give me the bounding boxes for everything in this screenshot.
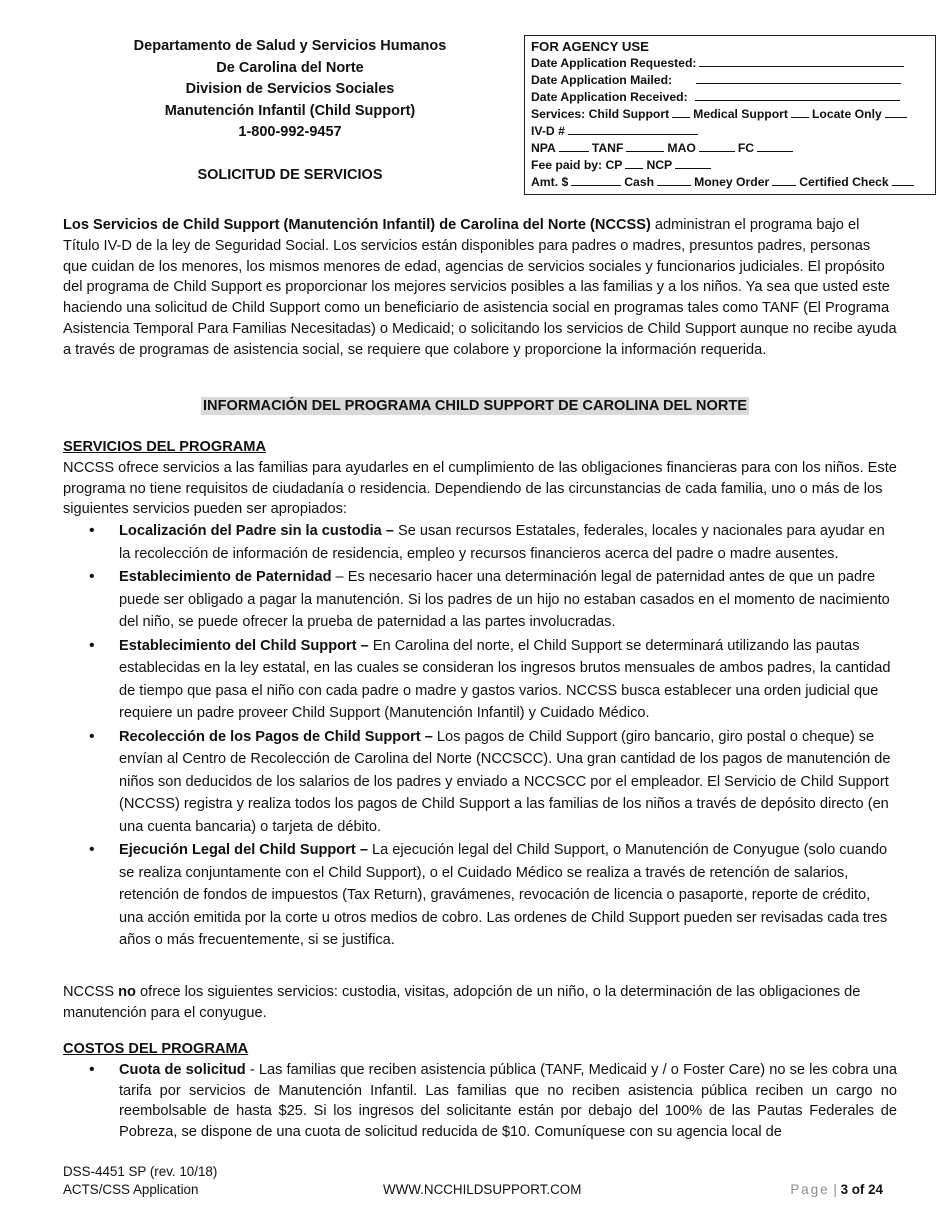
services-section: [63, 437, 897, 953]
agency-use-box: [524, 35, 936, 195]
date-mailed-row: Date Application Mailed:: [531, 72, 929, 89]
ivd-row: IV-D #: [531, 123, 929, 140]
agency-header: [100, 36, 480, 186]
intro-paragraph: [63, 215, 897, 361]
date-requested-row: Date Application Requested:: [531, 55, 929, 72]
list-item: • Establecimiento de Paternidad – Es necesario hacer una determinación legal de paternidad antes de que un padre puede ser obligado a pagar la manutención. Si los padres de un hijo no estaban casados en el momento de nacimiento del niño, se puede ofrecer la prueba de paternidad a las partes involucradas.: [63, 566, 897, 634]
services-list: [63, 520, 897, 952]
form-id: DSS-4451 SP (rev. 10/18): [63, 1164, 218, 1179]
costs-list: [63, 1060, 897, 1143]
not-offered-paragraph: NCCSS no ofrece los siguientes servicios: custodia, visitas, adopción de un niño, o la determinación de las obligaciones de manutención para el conyugue.: [63, 984, 861, 1021]
services-intro: NCCSS ofrece servicios a las familias para ayudarles en el cumplimiento de las obligaciones financieras para con los niños. Este programa no tiene requisitos de ciudadanía o residencia. Dependiendo de las circunstancias de cada familia, uno o más de los siguientes servicios pueden ser apropiados:: [63, 459, 897, 518]
intro-bold: Los Servicios de Child Support (Manutención Infantil) de Carolina del Norte (NCCSS): [63, 217, 651, 233]
list-item: • Ejecución Legal del Child Support – La ejecución legal del Child Support, o Manutención de Conyugue (solo cuando se realiza conjuntamente con el Child Support), o el Cuidado Médico se realiza a través de retención de salarios, retención de fondos de impuestos (Tax Return), gravámenes, revocación de licencia o pasaporte, reporte de crédito, una acción emitida por la corte u otros medios de cobro. Las ordenes de Child Support pueden ser revisadas cada tres años o más frecuentemente, si se justifica.: [63, 839, 897, 952]
list-item: • Recolección de los Pagos de Child Support – Los pagos de Child Support (giro bancario, giro postal o cheque) se envían al Centro de Recolección de Carolina del Norte (NCCSCC). Una gran cantidad de los pagos de manutención de niños son deducidos de los salarios de los padres y enviado a NCCSCC por el empleador. El Servicio de Child Support (NCCSS) registra y realiza todos los pagos de Child Support a las familias de los niños a través de depósito directo (en una cuenta bancaria) o tarjeta de débito.: [63, 726, 897, 839]
costs-heading: COSTOS DEL PROGRAMA: [63, 1041, 249, 1057]
program-codes-row: NPA TANF MAO FC: [531, 140, 929, 157]
services-heading: SERVICIOS DEL PROGRAMA: [63, 439, 266, 455]
services-row: Services: Child Support Medical Support Locate Only: [531, 106, 929, 123]
list-item: • Localización del Padre sin la custodia – Se usan recursos Estatales, federales, locales y nacionales para ayudar en la recolección de información de residencia, empleo y recursos financieros acerca del padre o madre ausentes.: [63, 520, 897, 565]
amount-row: Amt. $ Cash Money Order Certified Check: [531, 174, 929, 191]
intro-text: administran el programa bajo el Título IV-D de la ley de Seguridad Social. Los servicios están disponibles para padres o madres, presuntos padres, personas que cuidan de los menores, los mismos menores de edad, agencias de servicios sociales y funcionarios judiciales. El propósito del programa de Child Support es proporcionar los mejores servicios posibles a las familias y a los niños. Ya sea que usted este haciendo una solicitud de Child Support como un beneficiario de asistencia social en programas tales como TANF (El Programa Asistencia Temporal Para Familias Necesitadas) o Medicaid; o solicitando los servicios de Child Support aunque no recibe ayuda a través de programas de asistencia social, se requiere que colabore y proporcione la información requerida.: [63, 217, 897, 358]
form-title: SOLICITUD DE SERVICIOS: [197, 166, 383, 183]
page-footer: [63, 1163, 883, 1199]
costs-section: [63, 1039, 897, 1143]
header-line-dept: Departamento de Salud y Servicios Humanos: [133, 38, 447, 54]
website-link[interactable]: WWW.NCCHILDSUPPORT.COM: [383, 1182, 582, 1197]
app-name: ACTS/CSS Application: [63, 1182, 199, 1197]
list-item: • Cuota de solicitud - Las familias que reciben asistencia pública (TANF, Medicaid y / o Foster Care) no se les cobra una tarifa por servicios de Manutención Infantil. Las familias que no reciben asistencia pública reciben un cargo no reembolsable de hasta $25. Si los ingresos del solicitante están por debajo del 100% de las Pautas Federales de Pobreza, se dispone de una cuota de solicitud reducida de $10. Comuníquese con su agencia local de: [63, 1060, 897, 1143]
date-received-row: Date Application Received:: [531, 89, 929, 106]
fee-paid-row: Fee paid by: CP NCP: [531, 157, 929, 174]
header-line-program: Manutención Infantil (Child Support): [164, 102, 416, 119]
header-line-state: De Carolina del Norte: [216, 59, 364, 76]
program-info-banner: INFORMACIÓN DEL PROGRAMA CHILD SUPPORT DE CAROLINA DEL NORTE: [202, 398, 748, 414]
list-item: • Establecimiento del Child Support – En Carolina del norte, el Child Support se determinará utilizando las pautas establecidas en la ley estatal, en las cuales se consideran los ingresos brutos mensuales de ambos padres, la cantidad de tiempo que pasa el niño con cada padre o madre y gastos varios. NCCSS busca establecer una orden judicial que requiere un padre proveer Child Support (Manutención Infantil) y Cuidado Médico.: [63, 635, 897, 725]
header-line-division: Division de Servicios Sociales: [185, 81, 395, 97]
agency-box-title: FOR AGENCY USE: [531, 39, 649, 54]
page-number: Page | 3 of 24: [790, 1182, 883, 1197]
header-line-phone: 1-800-992-9457: [238, 124, 342, 140]
